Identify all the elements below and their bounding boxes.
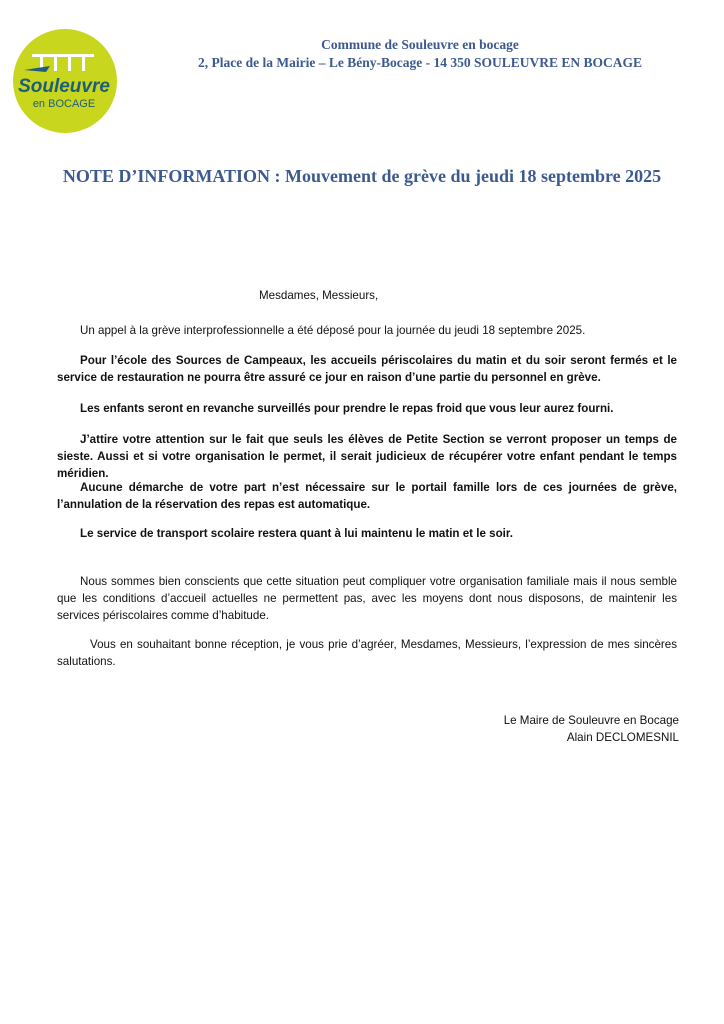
commune-logo [10,26,120,136]
logo-graphic [10,26,120,136]
logo-text-2: en BOCAGE [32,98,96,110]
commune-address: 2, Place de la Mairie – Le Bény-Bocage - 14 350 SOULEUVRE EN BOCAGE [198,55,642,70]
signature-title: Le Maire de Souleuvre en Bocage [503,714,679,727]
signature-name: Alain DECLOMESNIL [566,731,679,744]
letterhead [130,36,710,72]
paragraph-cold-meal: Les enfants seront en revanche surveillés pour prendre le repas froid que vous leur aurez fourni. [80,402,614,415]
document-title: NOTE D’INFORMATION : Mouvement de grève du jeudi 18 septembre 2025 [62,166,662,186]
paragraph-transport: Le service de transport scolaire restera quant à lui maintenu le matin et le soir. [80,527,513,540]
paragraph-strike-notice: Un appel à la grève interprofessionnelle a été déposé pour la journée du jeudi 18 septembre 2025. [80,324,586,337]
paragraph-closing: Vous en souhaitant bonne réception, je vous prie d’agréer, Mesdames, Messieurs, l’expression de mes sincères salutations. [57,638,677,668]
paragraph-school-services: Pour l’école des Sources de Campeaux, les accueils périscolaires du matin et du soir seront fermés et le service de restauration ne pourra être assuré ce jour en raison d’une partie du personnel en grève. [57,354,677,384]
paragraph-apology: Nous sommes bien conscients que cette situation peut compliquer votre organisation familiale mais il nous semble que les conditions d’accueil actuelles ne permettent pas, avec les moyens dont nous disposons, de maintenir les services périscolaires comme d’habitude. [57,575,677,622]
paragraph-family-portal: Aucune démarche de votre part n’est nécessaire sur le portail famille lors de ces journées de grève, l’annulation de la réservation des repas est automatique. [57,481,677,511]
salutation: Mesdames, Messieurs, [259,289,379,302]
logo-text-1: Souleuvre [18,76,110,97]
paragraph-nap-time: J’attire votre attention sur le fait que seuls les élèves de Petite Section se verront proposer un temps de sieste. Aussi et si votre organisation le permet, il serait judicieux de récupérer votre enfant pendant le temps méridien. [57,433,677,480]
commune-name: Commune de Souleuvre en bocage [321,37,519,52]
signature-block [504,712,679,746]
